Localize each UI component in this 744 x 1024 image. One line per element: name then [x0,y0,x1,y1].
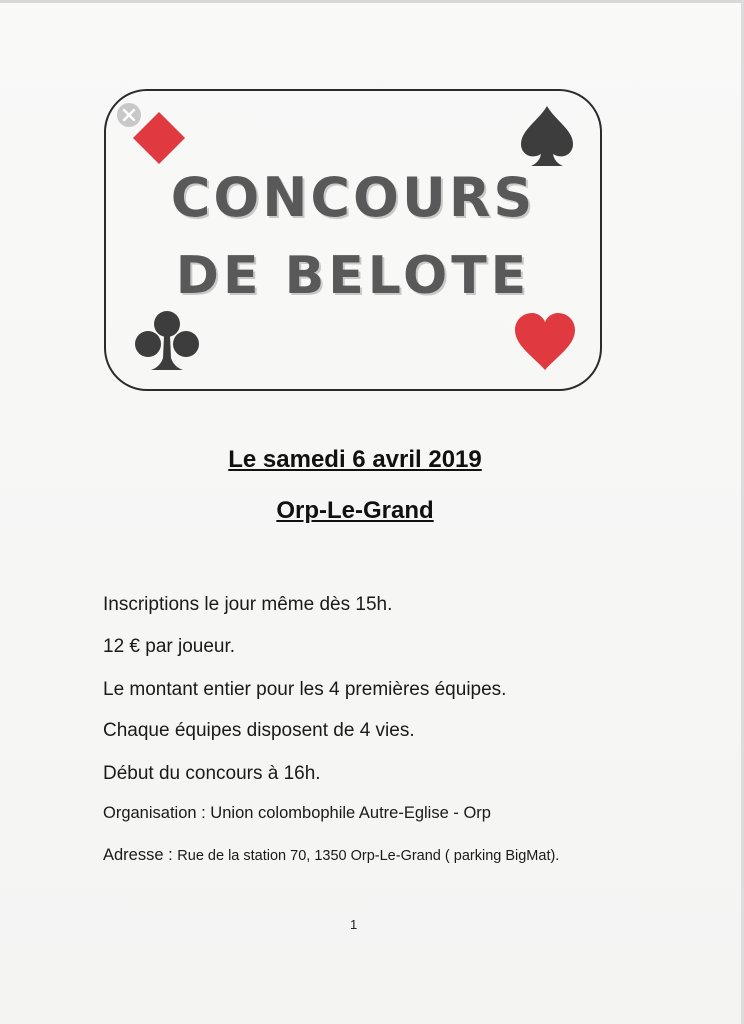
club-icon [131,308,203,372]
registration-text: Inscriptions le jour même dès 15h. [103,594,393,615]
event-date: Le samedi 6 avril 2019 [228,446,482,473]
event-place: Orp-Le-Grand [276,497,434,524]
title-card [103,88,603,392]
prize-text: Le montant entier pour les 4 premières équipes. [103,679,507,700]
spade-icon [517,104,577,168]
heart-icon [511,310,579,372]
address-label: Adresse : [103,846,173,864]
address-line [103,846,559,865]
lives-text: Chaque équipes disposent de 4 vies. [103,720,415,741]
price-text: 12 € par joueur. [103,636,236,657]
start-time-text: Début du concours à 16h. [103,763,321,784]
title-line-2: DE BELOTE [175,246,531,306]
page-edge-top [0,0,744,3]
title-line-1: CONCOURS [170,166,536,229]
organisation-text: Organisation : Union colombophile Autre-Eglise - Orp [103,804,491,822]
address-value: Rue de la station 70, 1350 Orp-Le-Grand ( parking BigMat). [177,848,560,864]
page-number: 1 [350,917,358,932]
close-icon[interactable] [116,102,142,128]
